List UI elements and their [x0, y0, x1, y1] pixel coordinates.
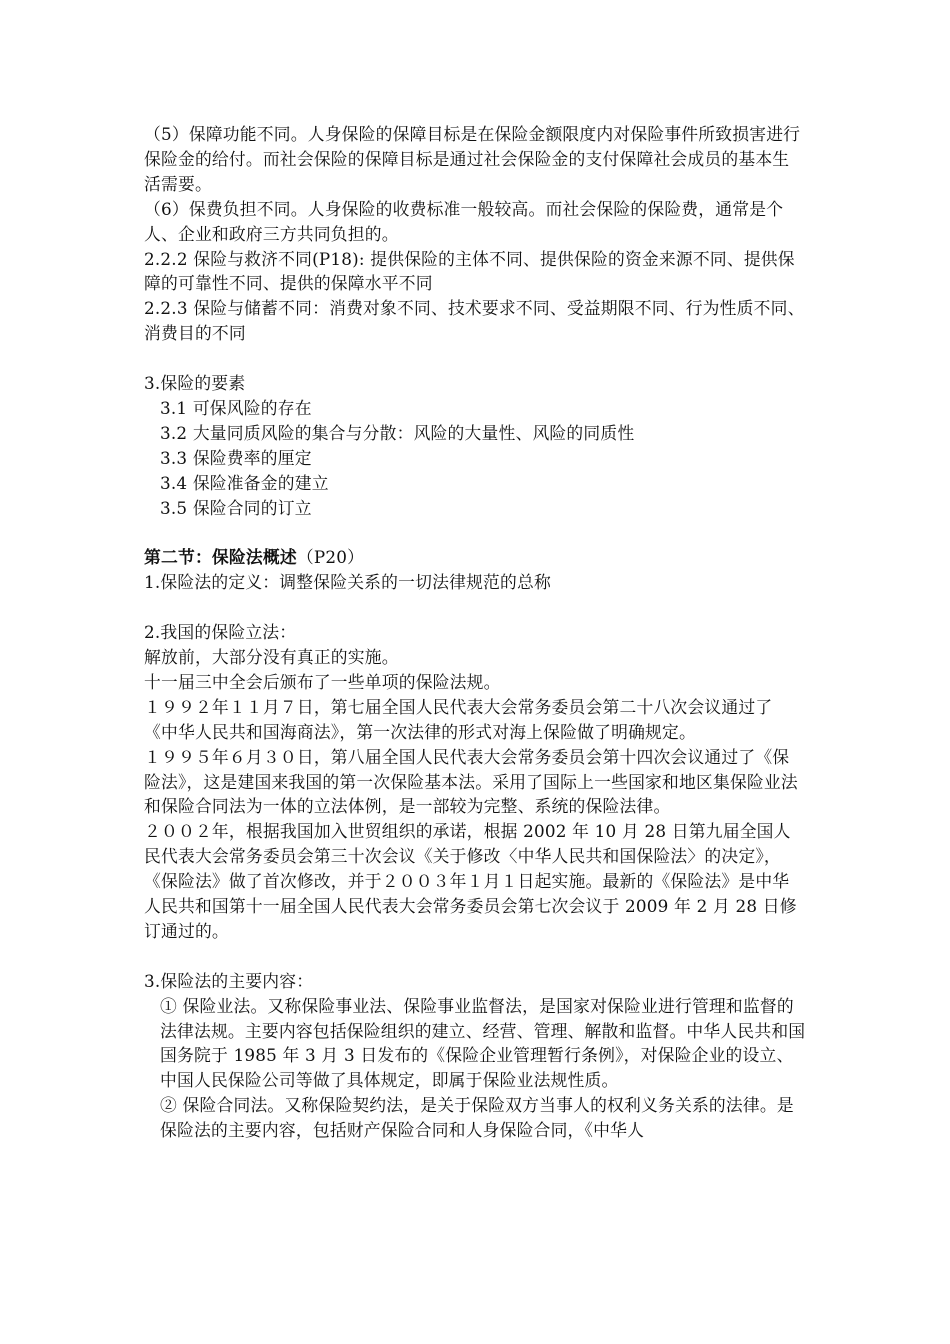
- section-heading-page-ref: （P20）: [296, 547, 365, 568]
- paragraph-third-plenum: 十一届三中全会后颁布了一些单项的保险法规。: [144, 671, 501, 692]
- paragraph-item6-premium: （6）保费负担不同。人身保险的收费标准一般较高。而社会保险的保险费，通常是个人、企业和政府三方共同负担的。: [144, 198, 784, 244]
- paragraph-1992: １９９２年１１月７日，第七届全国人民代表大会常务委员会第二十八次会议通过了《中华人民共和国海商法》，第一次法律的形式对海上保险做了明确规定。: [144, 696, 773, 742]
- paragraph-2-2-2: 2.2.2 保险与救济不同(P18): 提供保险的主体不同、提供保险的资金来源不同、提供保障的可靠性不同、提供的保障水平不同: [144, 248, 795, 294]
- list-item-3-2: 3.2 大量同质风险的集合与分散：风险的大量性、风险的同质性: [160, 422, 635, 443]
- paragraph-pre-liberation: 解放前，大部分没有真正的实施。: [144, 646, 399, 667]
- list-item-3-5: 3.5 保险合同的订立: [160, 497, 312, 518]
- section-heading: [144, 545, 806, 570]
- heading-legislation: 2.我国的保险立法：: [144, 622, 297, 643]
- blank-line: [144, 944, 806, 969]
- paragraph-item5-protection: （5）保障功能不同。人身保险的保障目标是在保险金额限度内对保险事件所致损害进行保险金的给付。而社会保险的保障目标是通过社会保险金的支付保障社会成员的基本生活需要。: [144, 124, 801, 194]
- list-item-3-1: 3.1 可保风险的存在: [160, 397, 312, 418]
- paragraph-definition: 1.保险法的定义：调整保险关系的一切法律规范的总称: [144, 572, 551, 593]
- blank-line: [144, 520, 806, 545]
- list-item-3-4: 3.4 保险准备金的建立: [160, 472, 329, 493]
- blank-line: [144, 346, 806, 371]
- section-heading-title: 第二节：保险法概述: [144, 547, 297, 568]
- list-item-3-3: 3.3 保险费率的厘定: [160, 447, 312, 468]
- paragraph-2-2-3: 2.2.3 保险与储蓄不同：消费对象不同、技术要求不同、受益期限不同、行为性质不同、消费目的不同: [144, 298, 805, 344]
- paragraph-1995: １９９５年６月３０日，第八届全国人民代表大会常务委员会第十四次会议通过了《保险法》，这是建国来我国的第一次保险基本法。采用了国际上一些国家和地区集保险业法和保险合同法为一体的立法体例，是一部较为完整、系统的保险法律。: [144, 746, 798, 817]
- list-item-insurance-contract-law: ② 保险合同法。又称保险契约法，是关于保险双方当事人的权利义务关系的法律。是保险法的主要内容，包括财产保险合同和人身保险合同，《中华人: [160, 1095, 794, 1141]
- heading-main-content: 3.保险法的主要内容：: [144, 970, 314, 991]
- list-item-insurance-business-law: ① 保险业法。又称保险事业法、保险事业监督法，是国家对保险业进行管理和监督的法律法规。主要内容包括保险组织的建立、经营、管理、解散和监督。中华人民共和国国务院于 1985 年 3 月 3 日发布的《保险企业管理暂行条例》，对保险企业的设立、中国人民保险公司等做了具体规定，即属于保险业法规性质。: [160, 995, 806, 1091]
- heading-insurance-elements: 3.保险的要素: [144, 373, 246, 394]
- blank-line: [144, 595, 806, 620]
- document-body: [144, 122, 806, 1143]
- paragraph-2002: ２００２年，根据我国加入世贸组织的承诺，根据 2002 年 10 月 28 日第九届全国人民代表大会常务委员会第三十次会议《关于修改〈中华人民共和国保险法〉的决定》，《保险法》做了首次修改，并于２００３年１月１日起实施。最新的《保险法》是中华人民共和国第十一届全国人民代表大会常务委员会第七次会议于 2009 年 2 月 28 日修订通过的。: [144, 821, 797, 941]
